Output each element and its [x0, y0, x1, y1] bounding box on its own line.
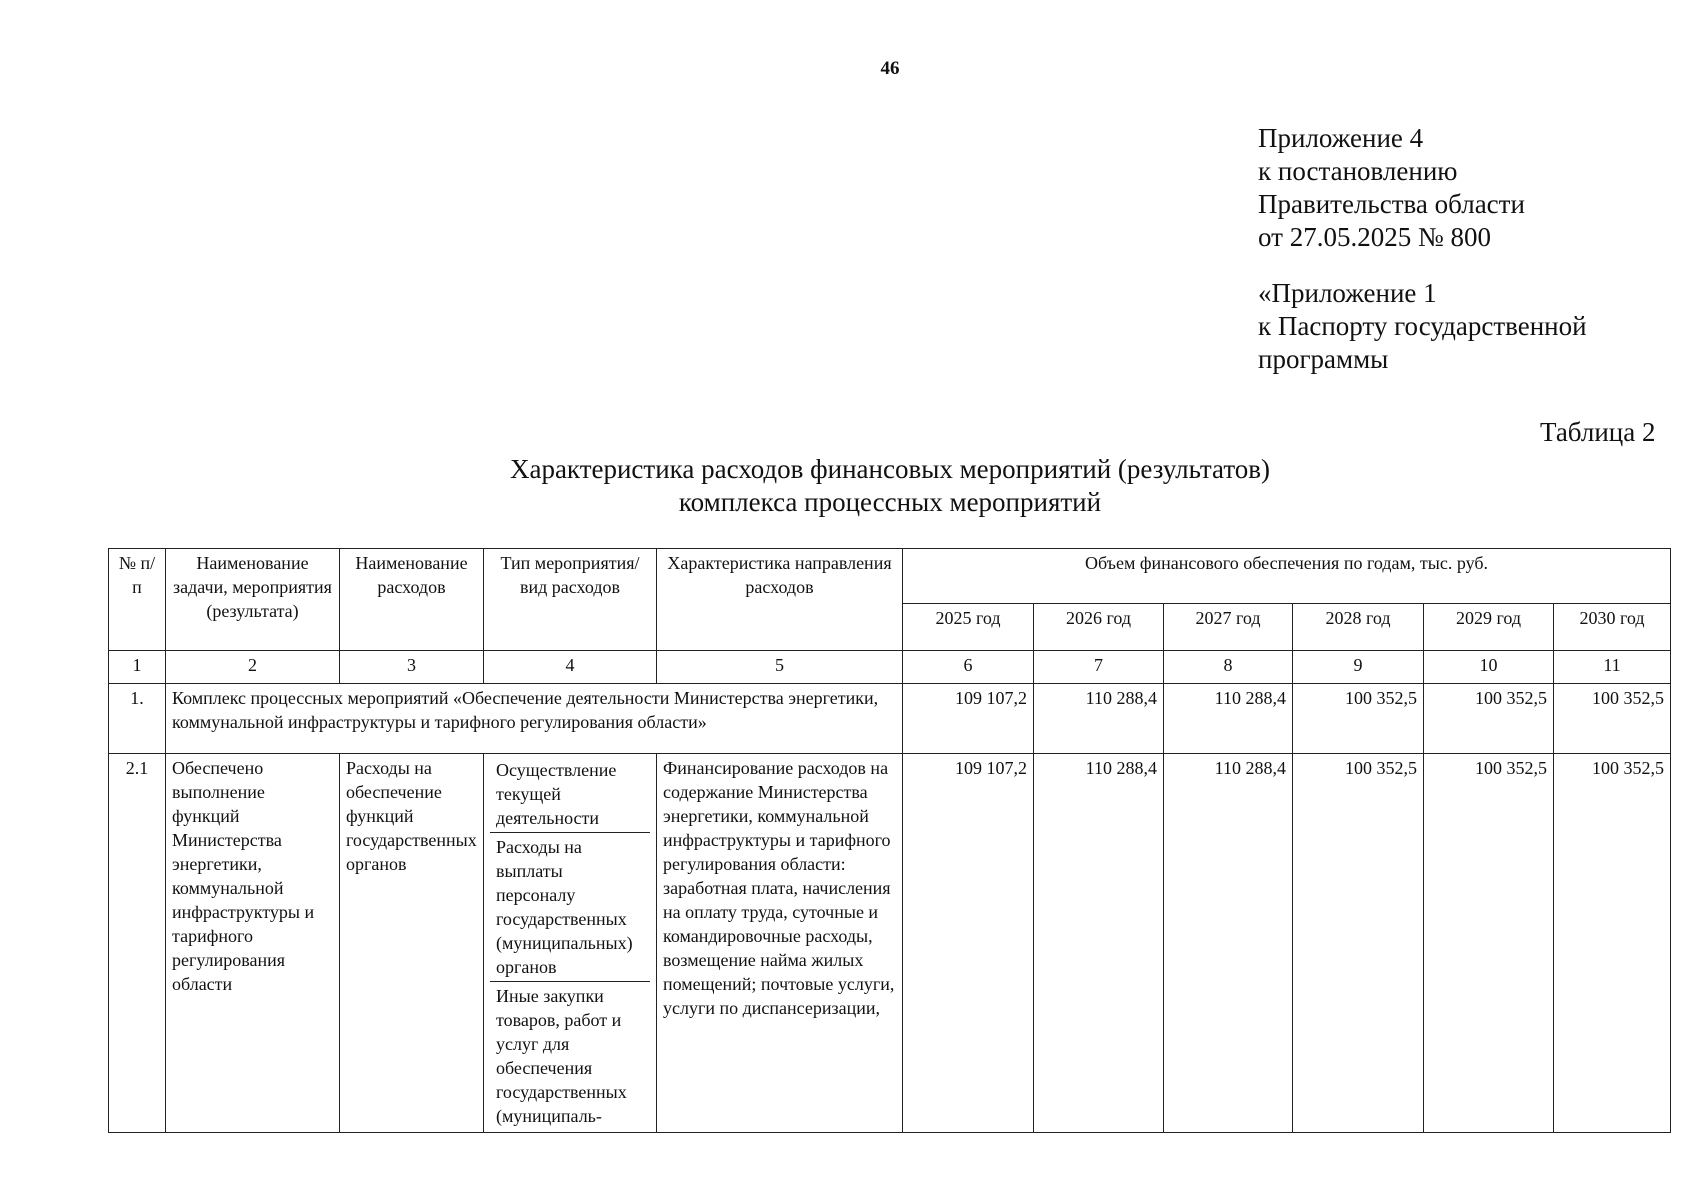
- event-type-item: Осуществление текущей деятельности: [490, 756, 650, 833]
- appendix-line: Правительства области: [1258, 189, 1525, 219]
- value-cell: 100 352,5: [1424, 684, 1554, 754]
- year-header: 2029 год: [1424, 604, 1554, 651]
- event-type-cell: [484, 754, 657, 1133]
- column-number: 10: [1424, 651, 1554, 684]
- value-cell: 110 288,4: [1034, 754, 1164, 1133]
- value-cell: 100 352,5: [1554, 754, 1671, 1133]
- value-cell: 110 288,4: [1164, 684, 1293, 754]
- event-type-item: Иные закупки товаров, работ и услуг для обеспечения государственных (муниципаль-: [496, 986, 627, 1126]
- value-cell: 110 288,4: [1164, 754, 1293, 1133]
- title-line-2: комплекса процессных мероприятий: [678, 487, 1102, 517]
- column-number: 8: [1164, 651, 1293, 684]
- column-number: 2: [166, 651, 340, 684]
- year-header: 2026 год: [1034, 604, 1164, 651]
- row-number: 2.1: [109, 754, 166, 1133]
- appendix-quote-line: «Приложение 1: [1258, 278, 1437, 308]
- column-number: 11: [1554, 651, 1671, 684]
- document-title: [440, 453, 1340, 519]
- value-cell: 109 107,2: [903, 754, 1034, 1133]
- row-number: 1.: [109, 684, 166, 754]
- appendix-block: [1258, 122, 1587, 376]
- expense-name-cell: Расходы на обеспечение функций государственных органов: [340, 754, 484, 1133]
- value-cell: 100 352,5: [1424, 754, 1554, 1133]
- appendix-line: Приложение 4: [1258, 123, 1424, 153]
- appendix-quote-line: к Паспорту государственной: [1258, 311, 1587, 341]
- table-label: Таблица 2: [1540, 417, 1656, 447]
- value-cell: 100 352,5: [1293, 684, 1424, 754]
- year-header: 2025 год: [903, 604, 1034, 651]
- column-number: 5: [657, 651, 903, 684]
- column-number: 7: [1034, 651, 1164, 684]
- appendix-line: от 27.05.2025 № 800: [1258, 222, 1491, 252]
- header-task: Наименование задачи, мероприятия (результата): [166, 549, 340, 651]
- complex-name: Комплекс процессных мероприятий «Обеспечение деятельности Министерства энергетики, коммунальной инфраструктуры и тарифного регулирования области»: [166, 684, 903, 754]
- page-number: 46: [880, 58, 900, 79]
- header-num: № п/п: [109, 549, 166, 651]
- table-row: [109, 684, 1671, 754]
- title-line-1: Характеристика расходов финансовых мероприятий (результатов): [509, 454, 1271, 484]
- header-event-type: Тип мероприятия/вид расходов: [484, 549, 657, 651]
- year-header: 2027 год: [1164, 604, 1293, 651]
- header-expense-name: Наименование расходов: [340, 549, 484, 651]
- year-header: 2030 год: [1554, 604, 1671, 651]
- finance-table: [108, 548, 1671, 1133]
- column-number: 9: [1293, 651, 1424, 684]
- appendix-quote-line: программы: [1258, 344, 1389, 374]
- header-direction: Характеристика направления расходов: [657, 549, 903, 651]
- column-number: 1: [109, 651, 166, 684]
- header-funding: Объем финансового обеспечения по годам, тыс. руб.: [903, 549, 1671, 604]
- column-number: 4: [484, 651, 657, 684]
- table-row: [109, 754, 1671, 1133]
- appendix-line: к постановлению: [1258, 156, 1458, 186]
- value-cell: 100 352,5: [1554, 684, 1671, 754]
- column-number-row: [109, 651, 1671, 684]
- value-cell: 110 288,4: [1034, 684, 1164, 754]
- column-number: 6: [903, 651, 1034, 684]
- value-cell: 100 352,5: [1293, 754, 1424, 1133]
- column-number: 3: [340, 651, 484, 684]
- year-header: 2028 год: [1293, 604, 1424, 651]
- value-cell: 109 107,2: [903, 684, 1034, 754]
- direction-cell: Финансирование расходов на содержание Министерства энергетики, коммунальной инфраструктуры и тарифного регулирования области: заработная плата, начисления на оплату труда, суточные и командировочные расходы, возмещение найма жилых помещений; почтовые услуги, услуги по диспансеризации,: [657, 754, 903, 1133]
- header-row: [109, 549, 1671, 604]
- task-cell: Обеспечено выполнение функций Министерства энергетики, коммунальной инфраструктуры и тарифного регулирования области: [166, 754, 340, 1133]
- event-type-item: Расходы на выплаты персоналу государственных (муниципальных) органов: [490, 833, 650, 982]
